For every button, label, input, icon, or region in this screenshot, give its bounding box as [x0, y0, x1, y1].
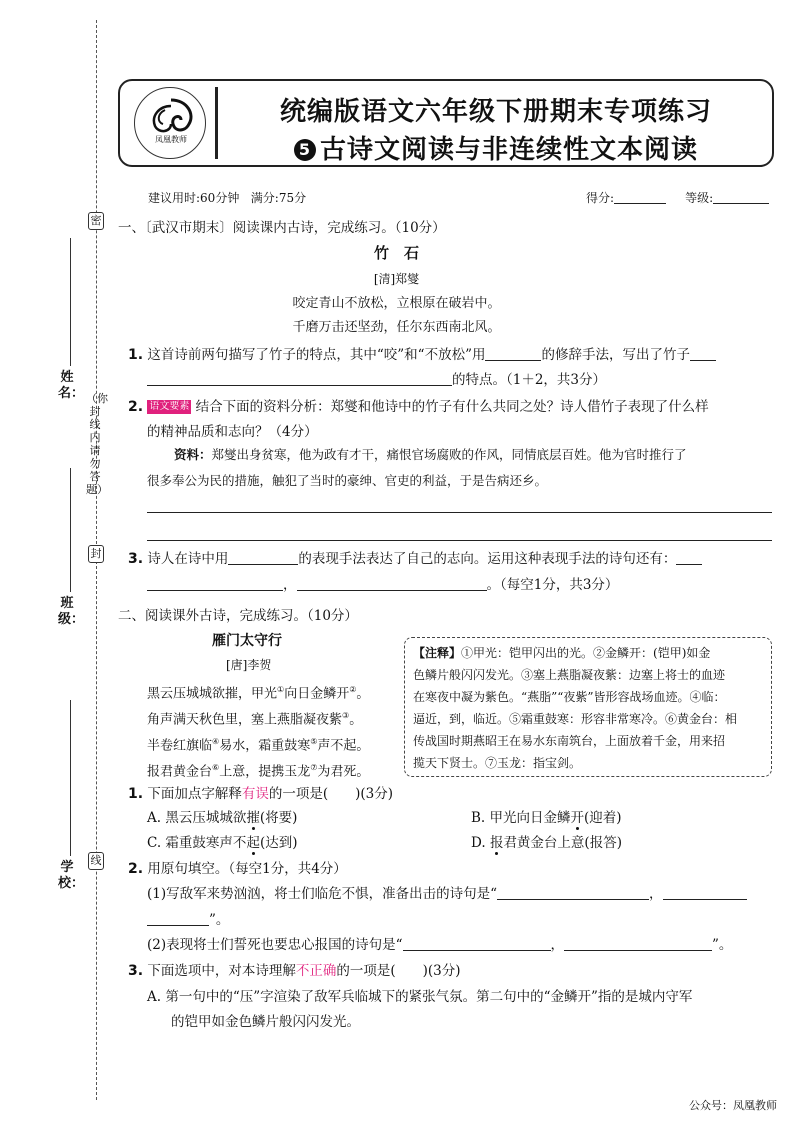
poem2-title: 雁门太守行 [212, 633, 282, 649]
header-banner [118, 79, 774, 167]
s1-q1-blank3[interactable] [147, 374, 452, 386]
note-text-1: ①甲光：铠甲闪出的光。②金鳞开：(铠甲)如金 [461, 646, 711, 660]
poem1-line1: 咬定青山不放松，立根原在破岩中。 [292, 296, 501, 311]
option-c-pre: C. 霜重鼓寒声不 [147, 835, 247, 851]
s2-q2-blank2-cont[interactable] [147, 914, 209, 926]
poem2-author: [唐]李贺 [226, 658, 272, 672]
s2-q2-2-line [147, 935, 732, 955]
binding-note: （你封线内请勿答题） [86, 392, 108, 496]
material-line1 [174, 445, 687, 465]
s1-q2-number: 2. [128, 399, 144, 415]
poem2-line2-b: 。 [349, 712, 363, 728]
s1-q3-comma: ， [283, 577, 297, 593]
poem2-line2 [147, 706, 362, 730]
full-score: 满分:75分 [250, 191, 307, 205]
notes-box [404, 637, 772, 777]
s2-q2-1-line1 [147, 884, 747, 904]
grade-blank[interactable] [713, 192, 769, 204]
poem2-line4-a: 报君黄金台 [147, 764, 213, 780]
poem2-line2-sup1: ③ [342, 711, 350, 720]
poem2-line1-sup2: ② [349, 685, 357, 694]
option-b-dot: 开 [570, 810, 585, 826]
material-line2: 很多奉公为民的措施，触犯了当时的豪绅、官吏的利益，于是告病还乡。 [147, 473, 548, 488]
notes-label: 【注释】 [413, 646, 462, 660]
s1-q1-text: 这首诗前两句描写了竹子的特点，其中“咬”和“不放松”用 [147, 347, 486, 363]
option-c-dot: 起 [246, 835, 260, 851]
poem1-title: 竹 石 [373, 244, 419, 262]
class-label: 班级： [58, 596, 85, 627]
class-field[interactable] [70, 468, 71, 592]
material-text-a: 郑燮出身贫寒，他为政有才干，痛恨官场腐败的作风，同情底层百姓。他为官时推行了 [211, 447, 687, 462]
option-d-pre: D. [471, 835, 490, 851]
option-c-post: (达到) [259, 835, 298, 851]
s2-q1-text-b: 的一项是( )(3分) [268, 786, 394, 802]
option-a-pre: A. 黑云压城城欲 [147, 810, 247, 826]
s2-q2-2-end: ”。 [712, 937, 733, 953]
section2-heading: 二、阅读课外古诗，完成练习。（10分） [118, 608, 358, 624]
s1-q3-blank3[interactable] [147, 579, 283, 591]
page-subtitle [216, 129, 776, 166]
s2-q3-option-a-line2: 的铠甲如金色鳞片般闪闪发光。 [171, 1014, 360, 1030]
s2-question1 [128, 784, 393, 804]
s1-q2-text: 结合下面的资料分析：郑燮和他诗中的竹子有什么共同之处？诗人借竹子表现了什么样 [195, 399, 709, 415]
s2-q2-1-line2 [147, 910, 229, 930]
poem2-line1-a: 黑云压城城欲摧，甲光 [147, 686, 278, 702]
s2-q3-text-b: 的一项是( )(3分) [336, 963, 461, 979]
s2-q1-option-d[interactable] [471, 833, 622, 853]
note-line3: 在寒夜中凝为紫色。“燕脂”“夜紫”皆形容战场血迹。④临： [413, 690, 726, 704]
seal-char-feng: 封 [88, 545, 104, 563]
s1-q1-text-c: 的特点。（1＋2，共3分） [452, 372, 607, 388]
poem2-line1 [147, 680, 369, 704]
poem1-line2: 千磨万击还坚劲，任尔东西南北风。 [292, 320, 501, 335]
s1-q2-answer-line1[interactable] [147, 512, 772, 513]
poem2-line1-c: 。 [356, 686, 370, 702]
logo-text: 凤凰教师 [155, 135, 187, 144]
phoenix-icon [135, 88, 207, 160]
option-d-dot: 报 [489, 835, 504, 851]
exam-info [148, 189, 306, 206]
s1-question1-line2 [147, 370, 606, 390]
school-field[interactable] [70, 700, 71, 856]
s2-q2-1-comma: ， [649, 886, 663, 902]
s2-q2-number: 2. [128, 861, 144, 877]
option-b-pre: B. 甲光向日金鳞 [471, 810, 571, 826]
poem2-line3-sup2: ⑤ [310, 737, 318, 746]
s1-q1-blank2[interactable] [690, 349, 716, 361]
s1-q1-blank1[interactable] [485, 349, 541, 361]
s1-question3-line2 [147, 575, 618, 595]
section1-heading: 一、〔武汉市期末〕阅读课内古诗，完成练习。（10分） [118, 220, 446, 236]
s1-q3-blank1[interactable] [228, 553, 298, 565]
s2-q2-blank3[interactable] [403, 939, 551, 951]
note-line6: 揽天下贤士。⑦玉龙：指宝剑。 [413, 756, 582, 770]
s1-q1-text-b: 的修辞手法，写出了竹子 [541, 347, 690, 363]
s2-q2-2-text: (2)表现将士们誓死也要忠心报国的诗句是“ [147, 937, 403, 953]
s2-q1-text: 下面加点字解释 [147, 786, 242, 802]
grade-label: 等级: [685, 191, 714, 205]
option-d-post: 君黄金台上意(报答) [503, 835, 622, 851]
poem2-line4-sup2: ⑦ [310, 763, 318, 772]
s1-question2-line2: 的精神品质和志向？（4分） [147, 424, 318, 440]
s2-q2-blank2[interactable] [663, 888, 747, 900]
poem2-line3 [147, 732, 369, 756]
poem2-line4-sup1: ⑥ [212, 763, 220, 772]
option-a-post: (将要) [259, 810, 298, 826]
poem2-line3-b: 易水，霜重鼓寒 [219, 738, 311, 754]
s1-q3-text-c: 。（每空1分，共3分） [486, 577, 619, 593]
score-label: 得分: [586, 191, 615, 205]
note-line5: 传战国时期燕昭王在易水东南筑台，上面放着千金，用来招 [413, 734, 726, 748]
poem2-line1-b: 向日金鳞开 [284, 686, 350, 702]
score-fields [586, 189, 769, 206]
poem2-line4-b: 上意，提携玉龙 [219, 764, 311, 780]
school-label: 学校： [58, 860, 85, 891]
s1-question3-line1 [128, 549, 702, 569]
s2-q2-1-text: (1)写敌军来势汹汹，将士们临危不惧，准备出击的诗句是“ [147, 886, 498, 902]
suggested-time: 建议用时:60分钟 [148, 191, 240, 205]
logo [134, 87, 206, 159]
seal-char-xian: 线 [88, 852, 104, 870]
s2-question3 [128, 961, 461, 981]
note-line4: 逼近，到，临近。⑤霜重鼓寒：形容非常寒冷。⑥黄金台：相 [413, 712, 738, 726]
s1-question2-line1 [128, 397, 709, 417]
s2-q2-blank1[interactable] [497, 888, 649, 900]
s2-q2-1-end: ”。 [209, 912, 230, 928]
poem2-line4-c: 为君死。 [317, 764, 370, 780]
s2-q3-option-a-line1[interactable]: A. 第一句中的“压”字渲染了敌军兵临城下的紧张气氛。第二句中的“金鳞开”指的是城内守军 [147, 989, 693, 1005]
s2-q1-highlight: 有误 [241, 786, 269, 802]
s2-q2-blank4[interactable] [564, 939, 712, 951]
score-blank[interactable] [614, 192, 666, 204]
s1-q2-tag: 语文要素 [149, 401, 190, 412]
seal-char-mi: 密 [88, 212, 104, 230]
poem1-author: [清]郑燮 [373, 272, 420, 286]
s1-q3-blank2[interactable] [676, 553, 702, 565]
s1-q2-answer-line2[interactable] [147, 540, 772, 541]
number-badge: 5 [294, 139, 316, 161]
s2-q1-number: 1. [128, 786, 144, 802]
option-a-dot: 摧 [246, 810, 260, 826]
option-b-post: (迎着) [584, 810, 622, 826]
s2-q3-number: 3. [128, 963, 144, 979]
s2-q1-option-c[interactable] [147, 833, 297, 853]
material-label: 资料： [174, 447, 212, 462]
s2-q2-2-comma: ， [550, 937, 565, 953]
page-title: 统编版语文六年级下册期末专项练习 [279, 97, 712, 127]
poem2-line2-a: 角声满天秋色里，塞上燕脂凝夜紫 [147, 712, 343, 728]
s1-q1-number: 1. [128, 347, 144, 363]
s2-q1-option-b[interactable] [471, 808, 622, 828]
s1-question1-line1 [128, 345, 716, 365]
poem2-line3-a: 半卷红旗临 [147, 738, 213, 754]
s2-q3-highlight: 不正确 [295, 963, 337, 979]
s2-question2 [128, 859, 347, 879]
footer-credit: 公众号：凤凰教师 [689, 1099, 777, 1112]
poem2-line3-c: 声不起。 [317, 738, 370, 754]
poem2-line3-sup1: ④ [212, 737, 220, 746]
s1-q3-blank4[interactable] [297, 579, 487, 591]
s2-q1-option-a[interactable] [147, 808, 297, 828]
s1-q3-text-b: 的表现手法表达了自己的志向。运用这种表现手法的诗句还有： [298, 551, 677, 567]
s2-q2-text: 用原句填空。（每空1分，共4分） [147, 861, 347, 877]
poem2-line1-sup1: ① [277, 685, 285, 694]
s2-q3-text: 下面选项中，对本诗理解 [147, 963, 296, 979]
s1-q3-text: 诗人在诗中用 [147, 551, 229, 567]
note-line1 [413, 642, 710, 664]
note-line2: 色鳞片般闪闪发光。③塞上燕脂凝夜紫：边塞上将士的血迹 [413, 668, 726, 682]
s1-q3-number: 3. [128, 551, 144, 567]
name-label: 姓名： [58, 370, 85, 401]
subtitle-text: 古诗文阅读与非连续性文本阅读 [319, 135, 698, 165]
poem2-line4 [147, 758, 369, 782]
